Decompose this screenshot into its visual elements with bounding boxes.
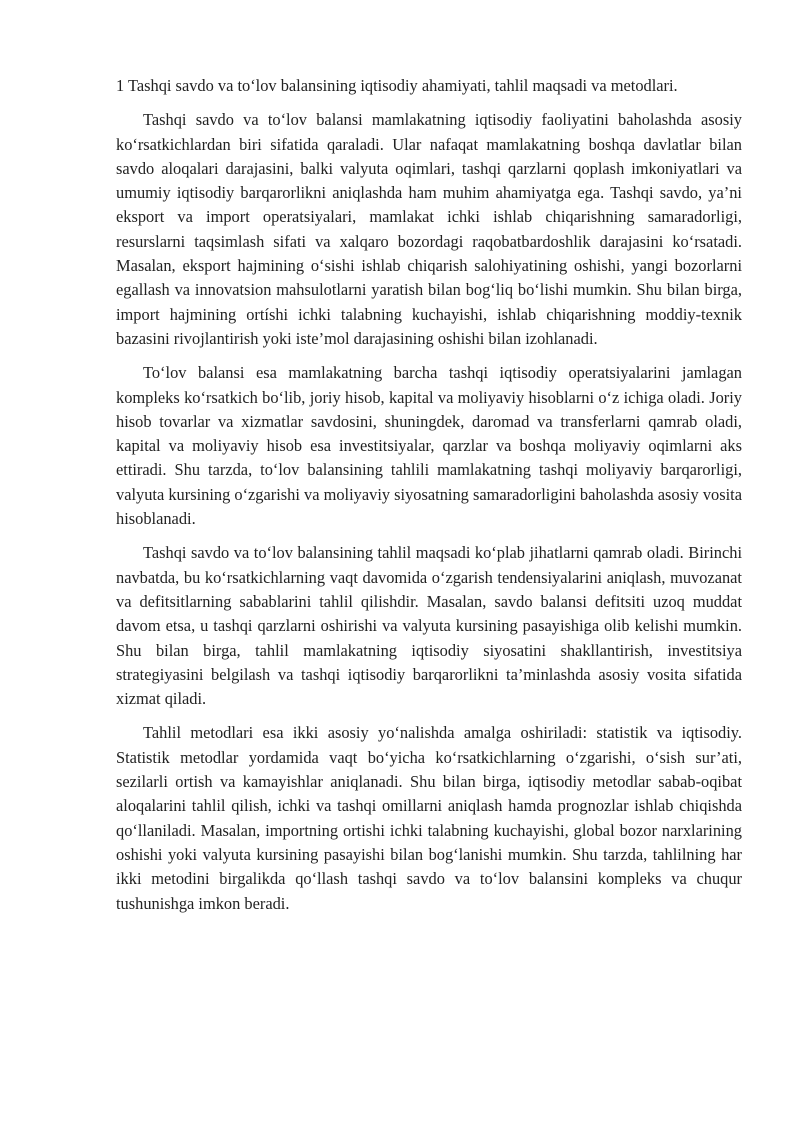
paragraph-3: Tashqi savdo va to‘lov balansining tahlil maqsadi ko‘plab jihatlarni qamrab oladi. Birinchi navbatda, bu ko‘rsatkichlarning vaqt davomida o‘zgarish tendensiyalarini aniqlash, muvozanat va defitsitlarning sabablarini tahlil qilishdir. Masalan, savdo balansi defitsiti uzoq muddat davom etsa, u tashqi qarzlarni oshirishi va valyuta kursining pasayishiga olib kelishi mumkin. Shu bilan birga, tahlil mamlakatning iqtisodiy siyosatini shakllantirish, investitsiya strategiyasini belgilash va tashqi iqtisodiy barqarorlikni ta’minlashda asosiy vosita sifatida xizmat qiladi.	[116, 543, 742, 709]
paragraph-2: To‘lov balansi esa mamlakatning barcha tashqi iqtisodiy operatsiyalarini jamlagan kompleks ko‘rsatkich bo‘lib, joriy hisob, kapital va moliyaviy hisoblarni o‘z ichiga oladi. Joriy hisob tovarlar va xizmatlar savdosini, shuningdek, daromad va transferlarni qamrab oladi, kapital va moliyaviy hisob esa investitsiyalar, qarzlar va boshqa moliyaviy oqimlarni aks ettiradi. Shu tarzda, to‘lov balansining tahlili mamlakatning tashqi moliyaviy barqarorligi, valyuta kursining o‘zgarishi va moliyaviy siyosatning samaradorligini baholashda asosiy vosita hisoblanadi.	[116, 363, 742, 529]
paragraph-1: Tashqi savdo va to‘lov balansi mamlakatning iqtisodiy faoliyatini baholashda asosiy ko‘rsatkichlardan biri sifatida qaraladi. Ular nafaqat mamlakatning boshqa davlatlar bilan savdo aloqalari darajasini, balki valyuta oqimlari, tashqi qarzlarni qoplash imkoniyatlari va umumiy iqtisodiy barqarorlikni aniqlashda ham muhim ahamiyatga ega. Tashqi savdo, ya’ni eksport va import operatsiyalari, mamlakat ichki ishlab chiqarishning samaradorligi, resurslarni taqsimlash sifati va xalqaro bozordagi raqobatbardoshlik darajasini ko‘rsatadi. Masalan, eksport hajmining o‘sishi ishlab chiqarish salohiyatining oshishi, yangi bozorlarni egallash va innovatsion mahsulotlarni yaratish bilan bog‘liq bo‘lishi mumkin. Shu bilan birga, import hajmining ortíshi ichki talabning kuchayishi, ishlab chiqarishning moddiy-texnik bazasini rivojlantirish yoki iste’mol darajasining oshishi bilan izohlanadi.	[116, 110, 742, 348]
section-heading: 1 Tashqi savdo va to‘lov balansining iqtisodiy ahamiyati, tahlil maqsadi va metodlari.	[116, 76, 678, 95]
document-body	[116, 74, 742, 926]
paragraph-4: Tahlil metodlari esa ikki asosiy yo‘nalishda amalga oshiriladi: statistik va iqtisodiy. Statistik metodlar yordamida vaqt bo‘yicha ko‘rsatkichlarning o‘zgarishi, o‘sish sur’ati, sezilarli ortish va kamayishlar aniqlanadi. Shu bilan birga, iqtisodiy metodlar sabab-oqibat aloqalarini tahlil qilish, ichki va tashqi omillarni aniqlash hamda prognozlar ishlab chiqishda qo‘llaniladi. Masalan, importning ortishi ichki talabning kuchayishi, global bozor narxlarining oshishi yoki valyuta kursining pasayishi bilan bog‘lanishi mumkin. Shu tarzda, tahlilning har ikki metodini birgalikda qo‘llash tashqi savdo va to‘lov balansini kompleks va chuqur tushunishga imkon beradi.	[116, 723, 742, 913]
